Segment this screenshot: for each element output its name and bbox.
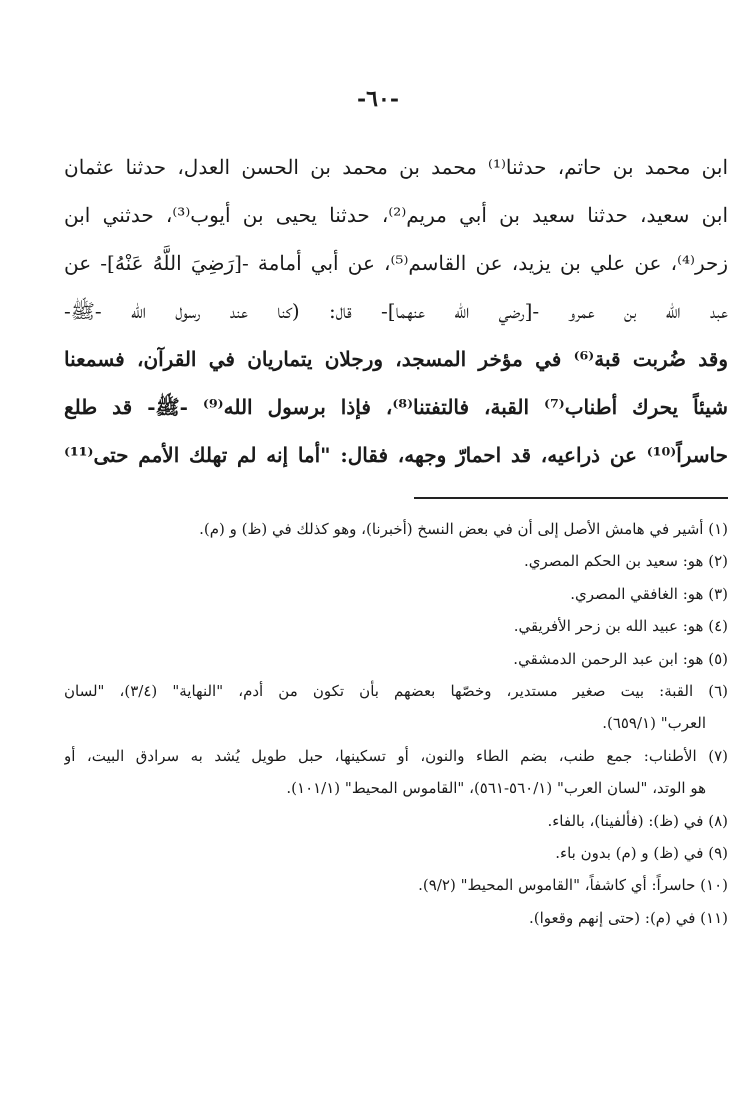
footnote-4: (٤) هو: عبيد الله بن زحر الأفريقي. [513,617,728,636]
footnote-2: (٢) هو: سعيد بن الحكم المصري. [523,552,728,571]
footnote-6: (٦) القبة: بيت صغير مستدير، وخصّها بعضهم بأن تكون من أدم، "النهاية" (٣/٤)، "لسان [64,681,728,700]
hadith-text-line: وقد ضُربت قبة⁽⁶⁾ في مؤخر المسجد، ورجلان يتماريان في القرآن، فسمعنا [64,347,728,371]
footnote-3: (٣) هو: الغافقي المصري. [570,584,728,603]
footnote-9: (٩) في (ظ) و (م) بدون باء. [555,843,728,862]
page-number: -٦٠- [357,86,399,112]
footnote-7: (٧) الأطناب: جمع طنب، بضم الطاء والنون، أو تسكينها، حبل طويل يُشد به سرادق البيت، أو [64,746,728,765]
main-text-line: ابن محمد بن حاتم، حدثنا⁽¹⁾ محمد بن محمد بن الحسن العدل، حدثنا عثمان [64,155,728,179]
main-text-line: زحر⁽⁴⁾، عن علي بن يزيد، عن القاسم⁽⁵⁾، عن أبي أمامة -[رَضِيَ اللَّهُ عَنْهُ]- عن [64,251,728,275]
hadith-text-line: حاسراً⁽¹⁰⁾ عن ذراعيه، قد احمارّ وجهه، فقال: "أما إنه لم تهلك الأمم حتى⁽¹¹⁾ [64,443,728,467]
footnote-10: (١٠) حاسراً: أي كاشفاً، "القاموس المحيط" (٩/٢). [418,876,728,895]
main-text-body [64,143,728,479]
main-text-line: ابن سعيد، حدثنا سعيد بن أبي مريم⁽²⁾، حدثنا يحيى بن أيوب⁽³⁾، حدثني ابن [64,203,728,227]
footnote-1: (١) أشير في هامش الأصل إلى أن في بعض النسخ (أخبرنا)، وهو كذلك في (ظ) و (م). [199,520,728,538]
footnote-7-continuation: هو الوتد، "لسان العرب" (٥٦٠/١-٥٦١)، "القاموس المحيط" (١٠١/١). [286,779,706,798]
footnote-8: (٨) في (ظ): (فألفينا)، بالفاء. [547,811,728,830]
footnote-11: (١١) في (م): (حتى إنهم وقعوا). [529,908,728,927]
hadith-text-line: شيئاً يحرك أطناب⁽⁷⁾ القبة، فالتفتنا⁽⁸⁾، فإذا برسول الله⁽⁹⁾ -ﷺ- قد طلع [64,395,728,419]
footnote-5: (٥) هو: ابن عبد الرحمن الدمشقي. [513,649,728,668]
footnote-divider [414,497,728,499]
main-text-line: عبد الله بن عمرو -[رضي الله عنهما]- قال: (كنا عند رسول الله -ﷺ- [64,299,728,323]
footnote-6-continuation: العرب" (٦٥٩/١). [602,714,706,733]
footnotes [64,513,728,934]
